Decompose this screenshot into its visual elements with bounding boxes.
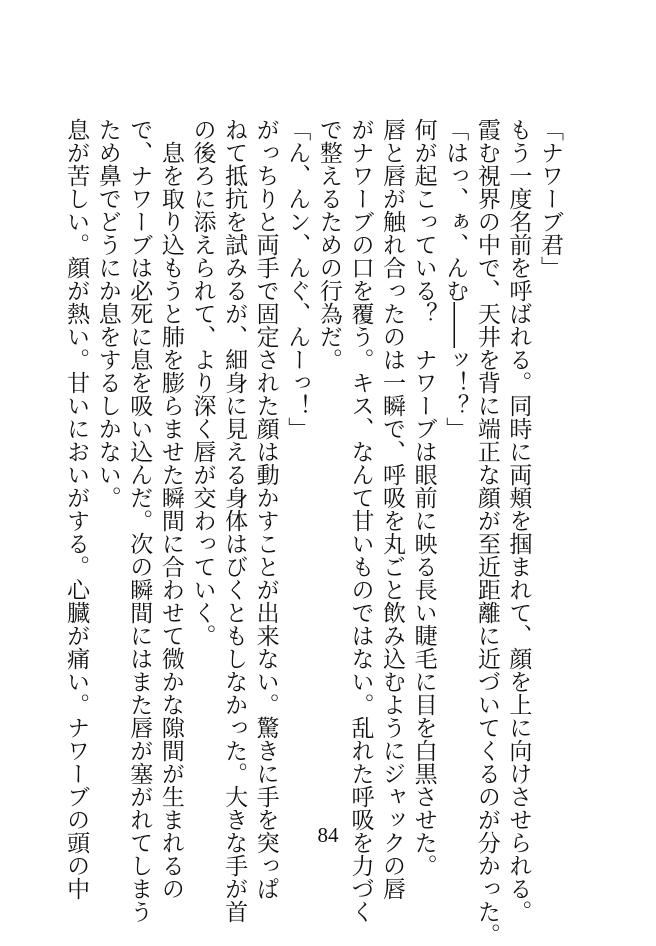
text-line: がナワーブの口を覆う。キス、なんて甘いものではない。乱れた呼吸を力づく	[347, 118, 374, 923]
text-line: ため鼻でどうにか息をするしかない。	[94, 118, 121, 509]
text-line: もう一度名前を呼ばれる。同時に両頬を掴まれて、顔を上に向けさせられる。	[505, 118, 532, 923]
page-number: 84	[317, 823, 339, 847]
text-line: 霞む視界の中で、天井を背に端正な顔が至近距離に近づいてくるのが分かった。	[473, 118, 500, 946]
text-line: がっちりと両手で固定された顔は動かすことが出来ない。驚きに手を突っぱ	[252, 118, 279, 900]
text-line: 唇と唇が触れ合ったのは一瞬で、呼吸を丸ごと飲み込むようにジャックの唇	[379, 118, 406, 900]
text-line: 息を取り込もうと肺を膨らませた瞬間に合わせて微かな隙間が生まれるの	[157, 118, 184, 900]
text-line: で整えるための行為だ。	[315, 118, 342, 371]
text-line: で、ナワーブは必死に息を吸い込んだ。次の瞬間にはまた唇が塞がれてしまう	[126, 118, 153, 923]
text-line: の後ろに添えられて、より深く唇が交わっていく。	[189, 118, 216, 647]
text-line: 息が苦しい。顔が熱い。甘いにおいがする。心臓が痛い。ナワーブの頭の中	[63, 118, 90, 900]
text-line: ねて抵抗を試みるが、細身に見える身体はびくともしなかった。大きな手が首	[221, 118, 248, 923]
text-line: 「ナワーブ君」	[537, 118, 563, 279]
text-line: 「はっ、ぁ、んむ――ッ！？」	[442, 118, 469, 440]
text-line: 何が起こっている？ ナワーブは眼前に映る長い睫毛に目を白黒させた。	[410, 118, 437, 877]
text-line: 「ん、んン、んぐ、んーっ！」	[284, 118, 311, 440]
